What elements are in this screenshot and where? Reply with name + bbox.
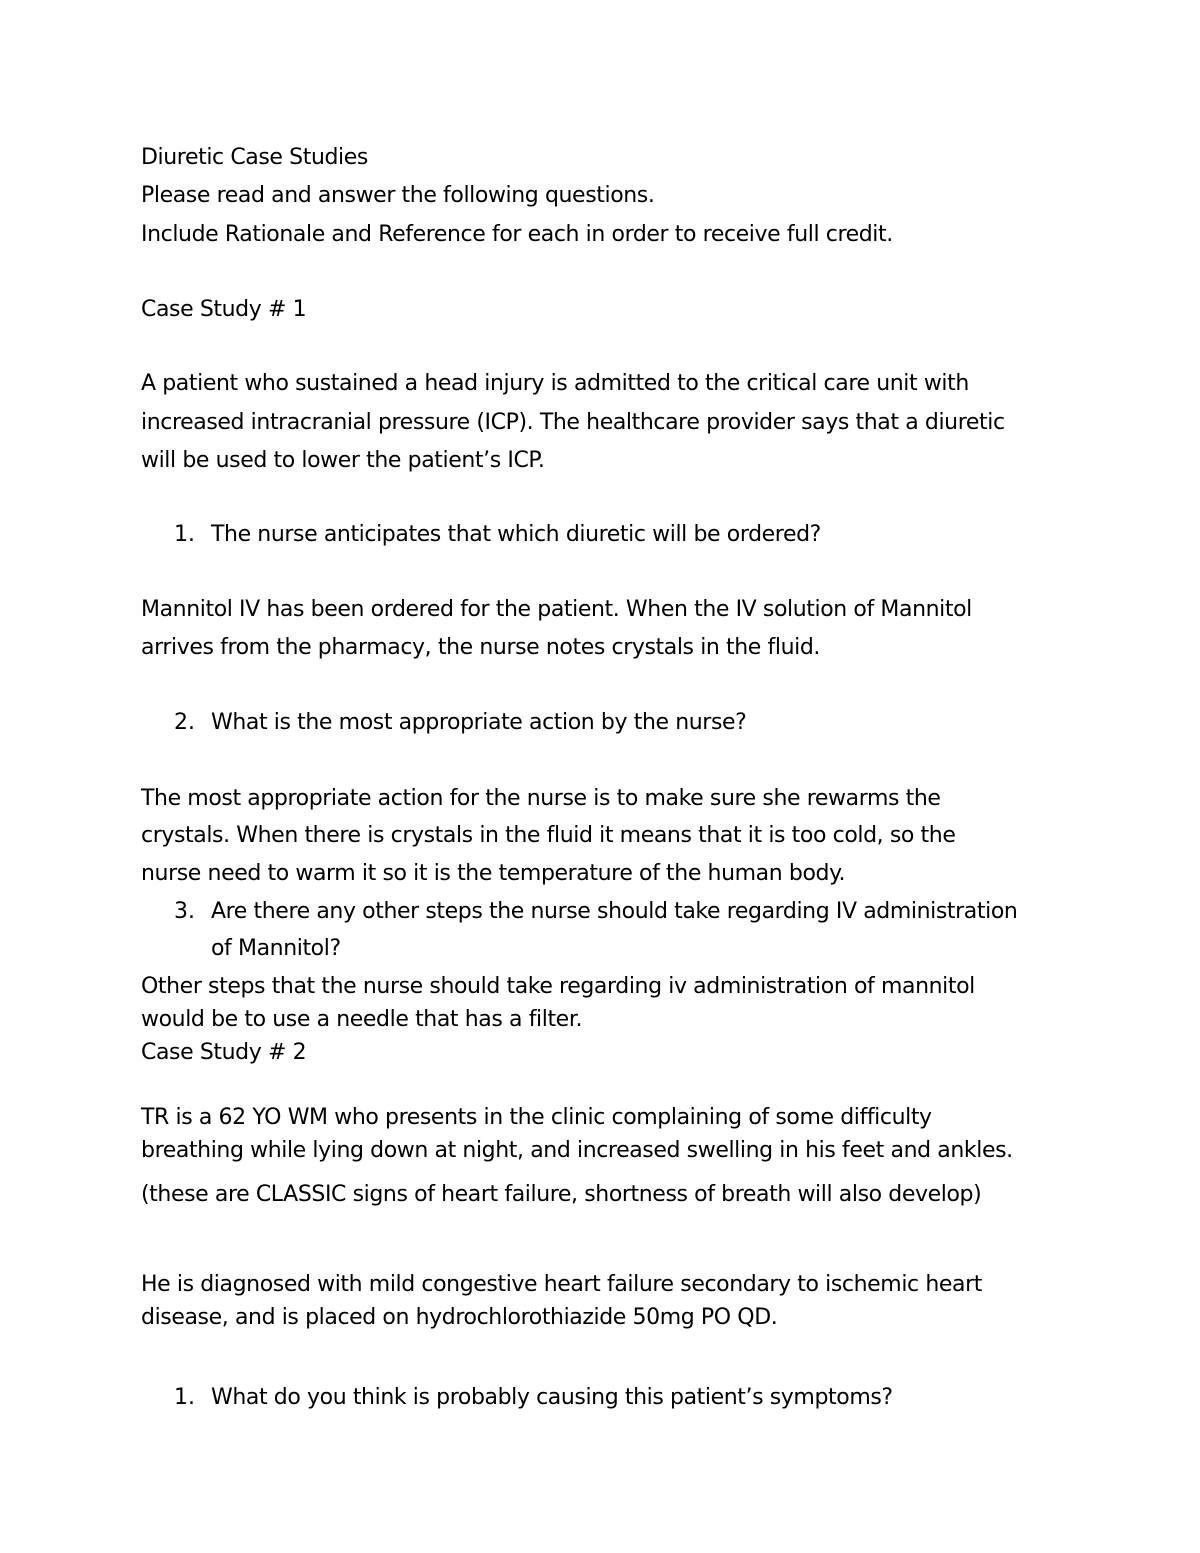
answer-line: Other steps that the nurse should take regarding iv administration of mannitol [141, 974, 975, 999]
case-1-scenario-line: increased intracranial pressure (ICP). The healthcare provider says that a diuretic [141, 410, 1005, 435]
case-1-question-1: The nurse anticipates that which diuretic will be ordered? [211, 522, 821, 547]
instruction-line: Include Rationale and Reference for each in order to receive full credit. [141, 222, 893, 247]
case-1-question-3-continued: of Mannitol? [211, 936, 341, 961]
case-1-question-2: What is the most appropriate action by the nurse? [211, 710, 747, 735]
case-2-scenario-line: TR is a 62 YO WM who presents in the clinic complaining of some difficulty [141, 1105, 932, 1130]
case-2-diagnosis-line: He is diagnosed with mild congestive heart failure secondary to ischemic heart [141, 1272, 982, 1297]
case-study-1-heading: Case Study # 1 [141, 297, 307, 322]
case-2-diagnosis-line: disease, and is placed on hydrochlorothiazide 50mg PO QD. [141, 1305, 778, 1330]
case-study-2-heading: Case Study # 2 [141, 1040, 307, 1065]
case-1-scenario-line: A patient who sustained a head injury is admitted to the critical care unit with [141, 371, 969, 396]
case-1-info-line: Mannitol IV has been ordered for the patient. When the IV solution of Mannitol [141, 597, 972, 622]
question-number: 1. [174, 522, 195, 547]
case-1-question-3: Are there any other steps the nurse should take regarding IV administration [211, 899, 1018, 924]
case-1-scenario-line: will be used to lower the patient’s ICP. [141, 448, 545, 473]
case-2-scenario-note: (these are CLASSIC signs of heart failure, shortness of breath will also develop) [141, 1182, 982, 1207]
question-number: 3. [174, 899, 195, 924]
question-number: 2. [174, 710, 195, 735]
answer-line: The most appropriate action for the nurse is to make sure she rewarms the [141, 786, 941, 811]
answer-line: would be to use a needle that has a filter. [141, 1007, 583, 1032]
case-1-info-line: arrives from the pharmacy, the nurse notes crystals in the fluid. [141, 635, 821, 660]
instruction-line: Please read and answer the following questions. [141, 183, 655, 208]
document-title: Diuretic Case Studies [141, 145, 368, 170]
case-2-scenario-line: breathing while lying down at night, and increased swelling in his feet and ankles. [141, 1138, 1013, 1163]
case-2-question-1: What do you think is probably causing this patient’s symptoms? [211, 1385, 893, 1410]
question-number: 1. [174, 1385, 195, 1410]
answer-line: crystals. When there is crystals in the fluid it means that it is too cold, so the [141, 823, 956, 848]
answer-line: nurse need to warm it so it is the temperature of the human body. [141, 861, 846, 886]
